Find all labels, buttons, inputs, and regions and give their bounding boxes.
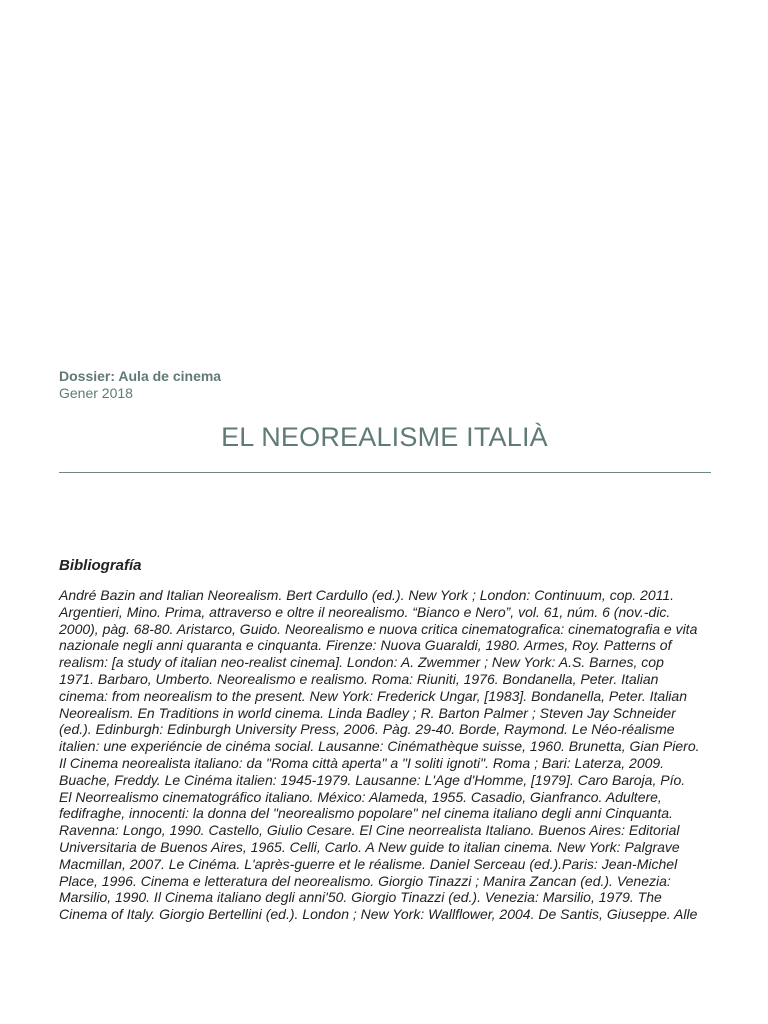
bibliography-line: cinema: from neorealism to the present. New York: Frederick Ungar, [1983]. Bondanella, Peter. Italian (59, 687, 687, 704)
bibliography-line: nazionale negli anni quaranta e cinquanta. Firenze: Nuova Guaraldi, 1980. Armes, Roy. Patterns of (59, 637, 672, 654)
dossier-label: Dossier: Aula de cinema (59, 368, 222, 384)
bibliography-line: Place, 1996. Cinema e letteratura del neorealismo. Giorgio Tinazzi ; Manira Zancan (ed.). Venezia: (59, 872, 671, 889)
publication-date: Gener 2018 (59, 385, 133, 401)
bibliography-line: Ravenna: Longo, 1990. Castello, Giulio Cesare. El Cine neorrealista Italiano. Buenos Aires: Editorial (59, 822, 680, 839)
bibliography-line: Macmillan, 2007. Le Cinéma. L'après-guerre et le réalisme. Daniel Serceau (ed.).Paris: Jean-Michel (59, 855, 678, 872)
bibliography-line: Il Cinema neorealista italiano: da "Roma città aperta" a "I soliti ignoti". Roma ; Bari: Laterza, 2009. (59, 754, 665, 771)
bibliography-line: André Bazin and Italian Neorealism. Bert Cardullo (ed.). New York ; London: Continuum, cop. 2011. (59, 587, 675, 603)
page-title: EL NEOREALISME ITALIÀ (221, 422, 548, 452)
bibliography-heading: Bibliografía (59, 557, 142, 574)
bibliography-line: 2000), pàg. 68-80. Aristarco, Guido. Neorealismo e nuova critica cinematografica: cinematografia e vita (59, 620, 698, 637)
bibliography-line: 1971. Barbaro, Umberto. Neorealismo e realismo. Roma: Riuniti, 1976. Bondanella, Peter. Italian (59, 670, 659, 687)
bibliography-text (59, 587, 719, 923)
bibliography-line: italien: une experiéncie de cinéma social. Lausanne: Cinémathèque suisse, 1960. Brunetta, Gian Piero. (59, 738, 700, 755)
title-divider (59, 472, 711, 473)
bibliography-line: Neorealism. En Traditions in world cinema. Linda Badley ; R. Barton Palmer ; Steven Jay Schneider (59, 704, 676, 721)
bibliography-line: fedifraghe, innocenti: la donna del "neorealismo popolare" nel cinema italiano degli anni Cinquanta. (59, 805, 673, 822)
bibliography-line: El Neorrealismo cinematográfico italiano. México: Alameda, 1955. Casadio, Gianfranco. Adultere, (59, 788, 662, 805)
bibliography-line: realism: [a study of italian neo-realist cinema]. London: A. Zwemmer ; New York: A.S. Barnes, cop (59, 654, 664, 671)
bibliography-line: Argentieri, Mino. Prima, attraverso e oltre il neorealismo. “Bianco e Nero”, vol. 61, núm. 6 (nov.-dic. (59, 603, 671, 620)
bibliography-line: (ed.). Edinburgh: Edinburgh University Press, 2006. Pàg. 29-40. Borde, Raymond. Le Néo-réalisme (59, 721, 675, 738)
bibliography-line: Buache, Freddy. Le Cinéma italien: 1945-1979. Lausanne: L'Age d'Homme, [1979]. Caro Baroja, Pío. (59, 771, 686, 788)
bibliography-line: Marsilio, 1990. Il Cinema italiano degli anni'50. Giorgio Tinazzi (ed.). Venezia: Marsilio, 1979. The (59, 889, 662, 906)
bibliography-line: Universitaria de Buenos Aires, 1965. Celli, Carlo. A New guide to italian cinema. New York: Palgrave (59, 838, 680, 855)
bibliography-line: Cinema of Italy. Giorgio Bertellini (ed.). London ; New York: Wallflower, 2004. De Santis, Giuseppe. Alle (59, 906, 698, 923)
